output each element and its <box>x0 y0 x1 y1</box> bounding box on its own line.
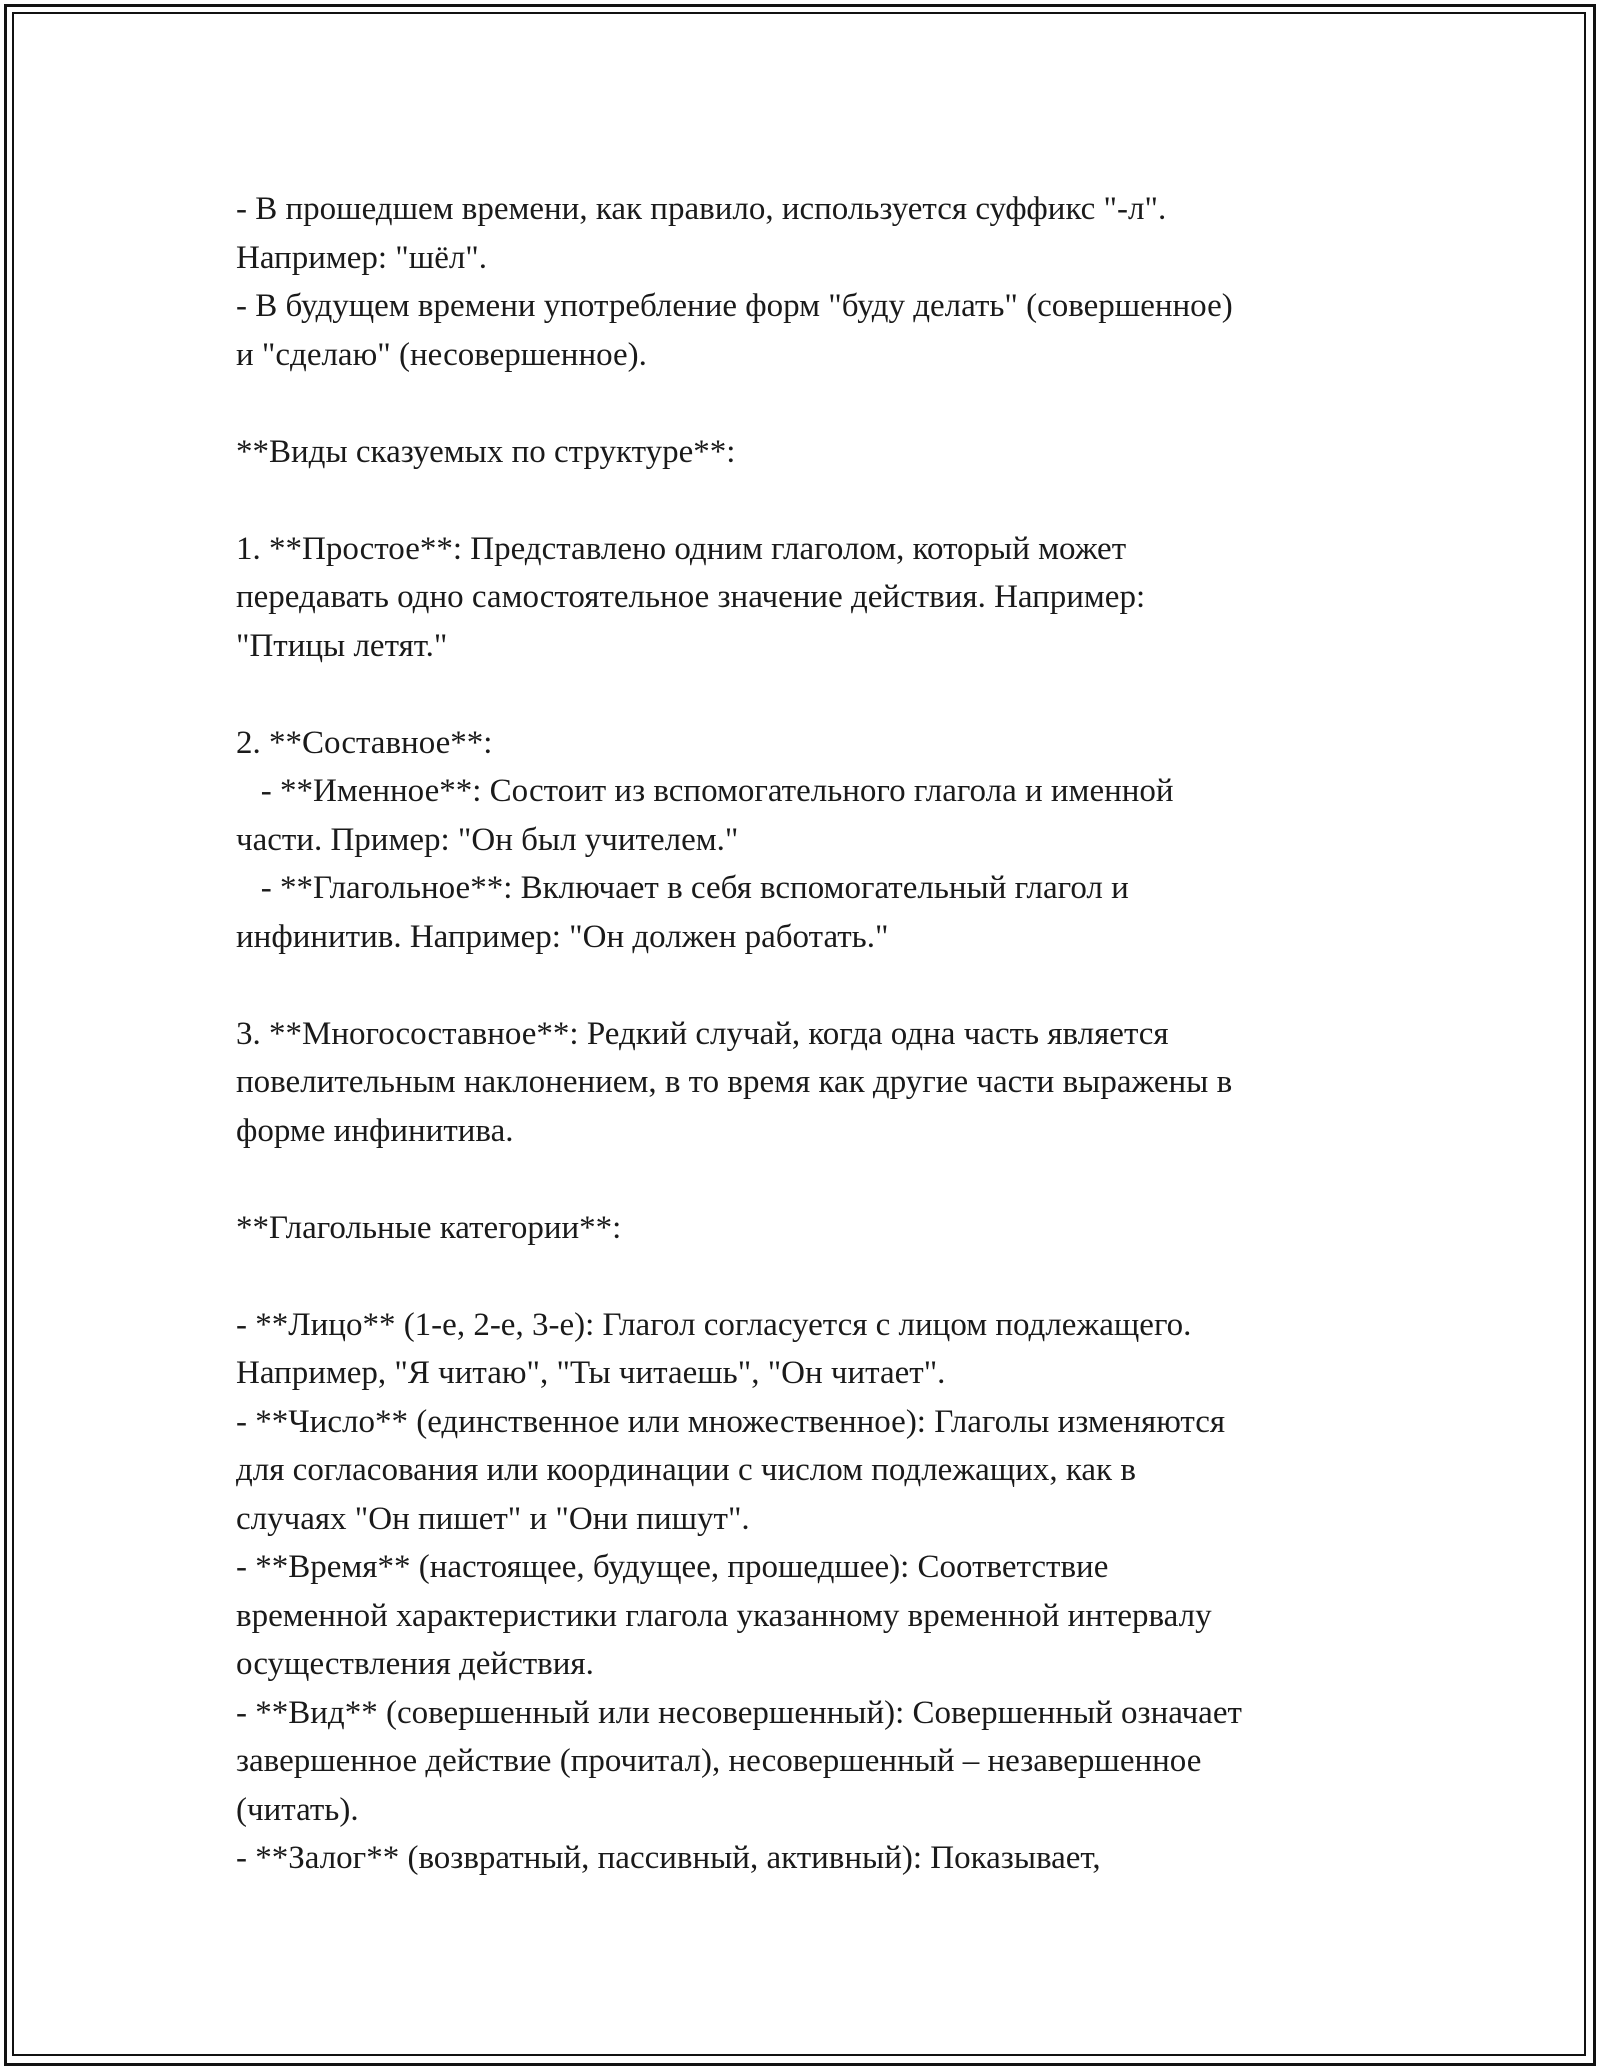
text-line: - **Глагольное**: Включает в себя вспомогательный глагол и <box>236 870 1129 906</box>
text-line: передавать одно самостоятельное значение действия. Например: <box>236 579 1146 615</box>
document-body <box>236 185 1356 1883</box>
text-line: завершенное действие (прочитал), несовершенный – незавершенное <box>236 1743 1202 1779</box>
text-line: - **Время** (настоящее, будущее, прошедшее): Соответствие <box>236 1549 1109 1585</box>
text-line: 2. **Составное**: <box>236 724 493 761</box>
text-line: - **Число** (единственное или множественное): Глаголы изменяются <box>236 1403 1226 1440</box>
text-line: 1. **Простое**: Представлено одним глаголом, который может <box>236 530 1127 567</box>
text-line: - В прошедшем времени, как правило, используется суффикс "-л". <box>236 191 1167 227</box>
text-line: "Птицы летят." <box>236 627 448 664</box>
text-line: и "сделаю" (несовершенное). <box>236 336 647 373</box>
text-line: временной характеристики глагола указанному временной интервалу <box>236 1597 1212 1634</box>
section-heading-structure: **Виды сказуемых по структуре**: <box>236 433 736 470</box>
text-line: 3. **Многосоставное**: Редкий случай, когда одна часть является <box>236 1015 1169 1052</box>
text-line: - **Залог** (возвратный, пассивный, активный): Показывает, <box>236 1840 1101 1876</box>
text-line: повелительным наклонением, в то время как другие части выражены в <box>236 1064 1233 1100</box>
blank-line <box>236 379 1356 428</box>
text-line: - **Лицо** (1-е, 2-е, 3-е): Глагол согласуется с лицом подлежащего. <box>236 1306 1192 1343</box>
text-line: форме инфинитива. <box>236 1112 514 1149</box>
section-heading-categories: **Глагольные категории**: <box>236 1209 622 1246</box>
blank-line <box>236 670 1356 719</box>
blank-line <box>236 1252 1356 1301</box>
text-line: осуществления действия. <box>236 1646 594 1682</box>
text-line: для согласования или координации с числом подлежащих, как в <box>236 1452 1136 1488</box>
text-line: Например, "Я читаю", "Ты читаешь", "Он читает". <box>236 1355 946 1391</box>
blank-line <box>236 1155 1356 1204</box>
blank-line <box>236 476 1356 525</box>
text-line: - **Именное**: Состоит из вспомогательного глагола и именной <box>236 773 1174 809</box>
text-line: инфинитив. Например: "Он должен работать." <box>236 918 889 955</box>
text-line: (читать). <box>236 1791 359 1828</box>
text-line: - В будущем времени употребление форм "буду делать" (совершенное) <box>236 288 1233 324</box>
text-line: случаях "Он пишет" и "Они пишут". <box>236 1500 750 1537</box>
blank-line <box>236 961 1356 1010</box>
text-line: части. Пример: "Он был учителем." <box>236 821 739 858</box>
text-line: Например: "шёл". <box>236 239 488 276</box>
text-line: - **Вид** (совершенный или несовершенный): Совершенный означает <box>236 1694 1242 1731</box>
